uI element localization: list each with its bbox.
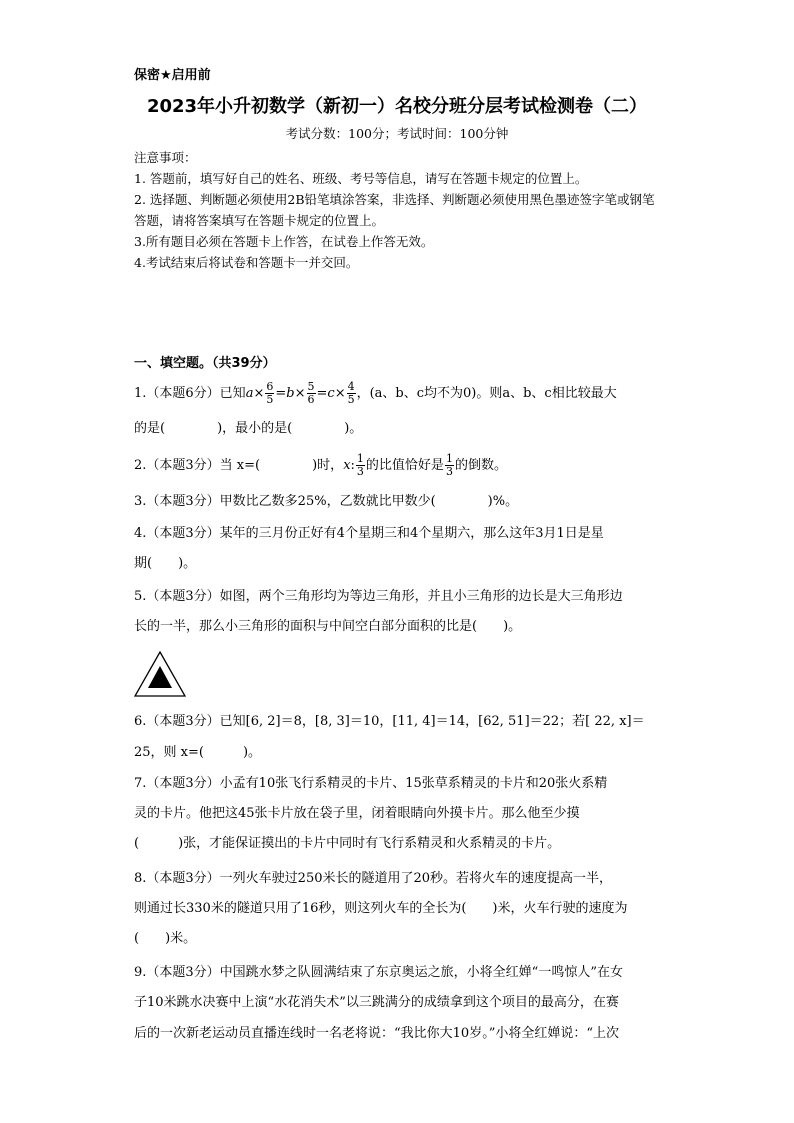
question-8-line2: 则通过长330米的隧道只用了16秒，则这列火车的全长为( )米，火车行驶的速度为 [134,901,628,916]
question-1 [134,379,660,409]
frac-den: 6 [307,393,315,406]
question-8: 8.（本题3分）一列火车驶过250米长的隧道用了20秒。若将火车的速度提高一半， [134,871,613,886]
notes-block [134,147,664,273]
score-info: 考试分数：100分；考试时间：100分钟 [285,126,509,141]
equals-sign: = [275,386,287,401]
notes-item: 1. 答题前，填写好自己的姓名、班级、考号等信息，请写在答题卡规定的位置上。 [134,171,588,186]
frac-num: 5 [307,380,315,393]
nested-triangles-figure [134,651,186,697]
frac-num: 1 [356,452,364,465]
question-6: 6.（本题3分）已知[6, 2]＝8，[8, 3]＝10，[11, 4]＝14，[62, 51]＝22；若[ 22, x]＝ [134,714,645,729]
frac-den: 3 [445,465,453,478]
frac-num: 4 [347,380,355,393]
fraction-4-5 [347,381,356,406]
q2-prefix: 2.（本题3分）当 x=( )时， [134,458,344,473]
var-x: x [343,458,351,473]
fraction-5-6 [307,381,316,406]
var-b: b [286,386,295,401]
ratio-colon: : [350,458,355,473]
question-9-line2: 子10米跳水决赛中上演“水花消失术”以三跳满分的成绩拿到这个项目的最高分，在赛 [134,995,619,1010]
question-7-line3: ( )张，才能保证摸出的卡片中同时有飞行系精灵和火系精灵的卡片。 [134,836,561,851]
question-2 [134,451,660,481]
times-sign: × [294,386,306,401]
question-9-line3: 后的一次新老运动员直播连线时一名老将说：“我比你大10岁。”小将全红婵说：“上次 [134,1026,619,1041]
frac-num: 6 [266,380,274,393]
frac-den: 5 [347,393,355,406]
question-4: 4.（本题3分）某年的三月份正好有4个星期三和4个星期六，那么这年3月1日是星 [134,526,604,541]
notes-item: 2. 选择题、判断题必须使用2B铅笔填涂答案，非选择、判断题必须使用黑色墨迹签字笔或钢笔答题，请将答案填写在答题卡规定的位置上。 [134,192,655,228]
equals-sign: = [316,386,328,401]
q1-prefix: 1.（本题6分）已知 [134,386,246,401]
times-sign: × [253,386,265,401]
frac-num: 1 [445,452,453,465]
exam-title: 2023年小升初数学（新初一）名校分班分层考试检测卷（二） [146,96,648,117]
question-9: 9.（本题3分）中国跳水梦之队圆满结束了东京奥运之旅，小将全红婵“一鸣惊人”在女 [134,965,623,980]
inner-triangle [148,666,172,688]
notes-item: 4.考试结束后将试卷和答题卡一并交回。 [134,255,359,270]
question-7-line2: 灵的卡片。他把这45张卡片放在袋子里，闭着眼睛向外摸卡片。那么他至少摸 [134,806,580,821]
notes-item: 3.所有题目必须在答题卡上作答，在试卷上作答无效。 [134,234,434,249]
section-title: 一、填空题。（共39分） [134,356,276,371]
question-4-line2: 期( )。 [134,556,197,571]
question-3: 3.（本题3分）甲数比乙数多25%，乙数就比甲数少( )%。 [134,494,519,509]
fraction-1-3 [445,453,454,478]
fraction-1-3 [356,453,365,478]
frac-den: 5 [266,393,274,406]
question-5-line2: 长的一半，那么小三角形的面积与中间空白部分面积的比是( )。 [134,619,522,634]
var-c: c [327,386,335,401]
question-7: 7.（本题3分）小孟有10张飞行系精灵的卡片、15张草系精灵的卡片和20张火系精 [134,776,608,791]
question-6-line2: 25，则 x=( )。 [134,745,262,760]
notes-heading: 注意事项： [134,150,197,165]
times-sign: × [334,386,346,401]
frac-den: 3 [356,465,364,478]
q1-mid: ，(a、b、c均不为0)。则a、b、c相比较最大 [356,386,617,401]
question-8-line3: ( )米。 [134,931,197,946]
fraction-6-5 [265,381,274,406]
secret-label: 保密★启用前 [134,68,211,83]
q2-mid: 的比值恰好是 [365,458,444,473]
question-1-line2: 的是( )，最小的是( )。 [134,421,363,436]
var-a: a [245,386,254,401]
q2-suffix: 的倒数。 [454,458,507,473]
question-5: 5.（本题3分）如图，两个三角形均为等边三角形，并且小三角形的边长是大三角形边 [134,589,623,604]
